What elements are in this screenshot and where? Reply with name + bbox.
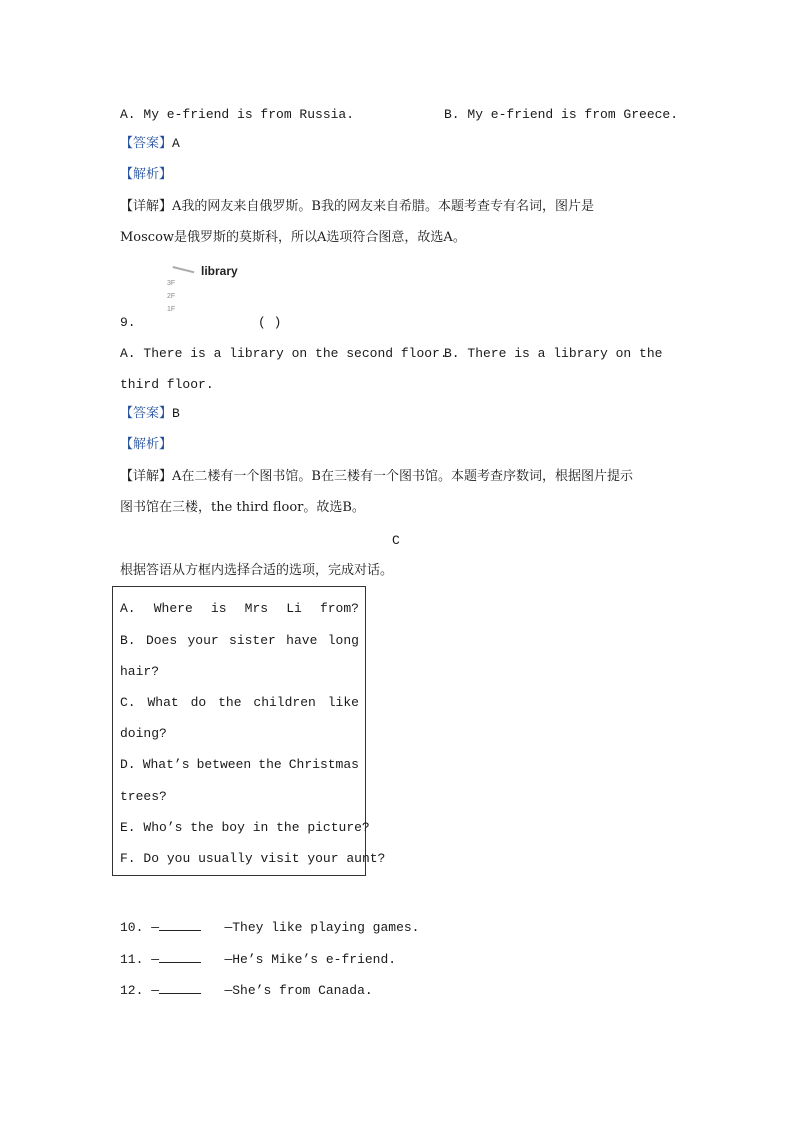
q8-option-a: A. My e-friend is from Russia. [120,107,355,122]
detail-text: A在二楼有一个图书馆。B在三楼有一个图书馆。本题考查序数词，根据图片提示 [172,469,633,484]
q8-answer [120,136,180,152]
answer-blank[interactable] [159,919,201,931]
answer-blank[interactable] [159,951,201,963]
library-floor-picture [165,262,245,318]
option-b: B. Does your sister have long [120,633,359,648]
option-b-cont: hair? [120,664,160,679]
question-11: 11. — —He’s Mike’s e-friend. [120,952,397,967]
detail-label: 【详解】 [120,199,173,214]
floor-label-1f: 1F [167,306,176,313]
answer-blank[interactable] [159,982,201,994]
q8-analysis-label: 【解析】 [120,167,173,182]
q9-analysis-label: 【解析】 [120,437,173,452]
q8-detail-line2: Moscow是俄罗斯的莫斯科，所以A选项符合图意，故选A。 [120,230,466,245]
q9-option-b: B. There is a library on the [444,346,663,361]
q9-detail-line1 [120,469,633,485]
option-d-cont: trees? [120,789,167,804]
detail-text: A我的网友来自俄罗斯。B我的网友来自希腊。本题考查专有名词，图片是 [172,199,594,214]
answer-label: 【答案】 [120,406,173,421]
pointer-stroke [171,266,195,281]
floor-label-3f: 3F [167,280,176,287]
option-a: A. Where is Mrs Li from? [120,601,359,616]
answer-label: 【答案】 [120,136,173,151]
q9-answer [120,406,180,422]
q9-answer-paren: ( ) [258,315,282,330]
options-box [112,586,386,876]
q8-detail-line1 [120,199,594,215]
q9-option-b-cont: third floor. [120,377,214,392]
answer-value: B [172,406,180,421]
question-12: 12. — —She’s from Canada. [120,983,373,998]
detail-label: 【详解】 [120,469,173,484]
question-10: 10. — —They like playing games. [120,920,420,935]
section-instruction: 根据答语从方框内选择合适的选项，完成对话。 [120,563,394,578]
floor-label-2f: 2F [167,293,176,300]
q9-number: 9. [120,315,136,330]
option-e: E. Who’s the boy in the picture? [120,820,370,835]
answer-value: A [172,136,180,151]
option-c: C. What do the children like [120,695,359,710]
option-c-cont: doing? [120,726,167,741]
option-f: F. Do you usually visit your aunt? [120,851,386,866]
q9-detail-line2: 图书馆在三楼，the third floor。故选B。 [120,500,365,515]
q9-option-a: A. There is a library on the second floor. [120,346,448,361]
option-d: D. What’s between the Christmas [120,757,359,772]
q8-option-b: B. My e-friend is from Greece. [444,107,679,122]
section-letter: C [392,533,400,548]
library-label: library [201,264,238,278]
